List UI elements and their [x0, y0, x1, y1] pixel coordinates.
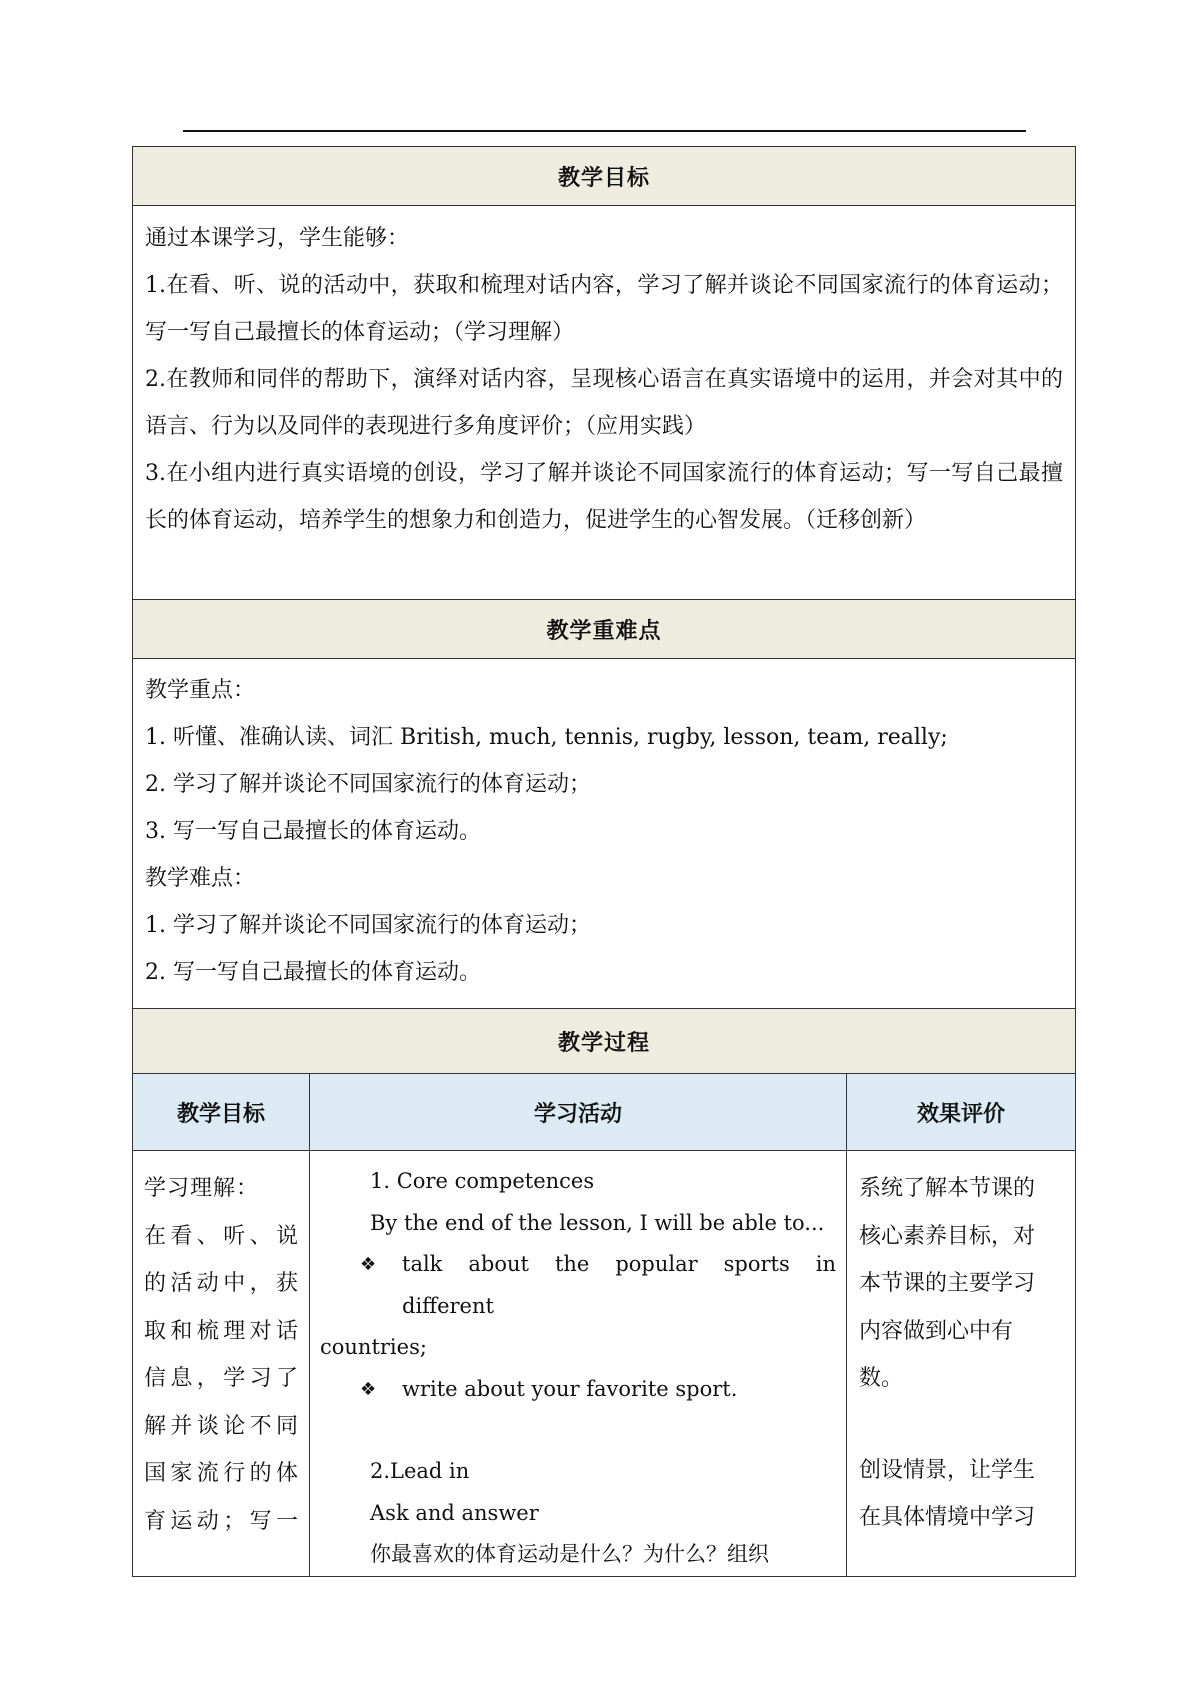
evaluation-line: 数。 — [859, 1366, 904, 1391]
goal-cell — [133, 1151, 310, 1577]
difficulty-item-2: 2. 写一写自己最擅长的体育运动。 — [145, 960, 481, 985]
goal-line: 的活动中，获 — [144, 1271, 299, 1296]
goal-line: 学习理解： — [144, 1176, 260, 1201]
bullet-text: talk about the popular sports in different — [402, 1252, 836, 1318]
bullet-item — [320, 1244, 836, 1327]
column-header-activity: 学习活动 — [310, 1074, 847, 1151]
bullet-item — [320, 1369, 836, 1411]
objective-item-2: 2.在教师和同伴的帮助下，演绎对话内容，呈现核心语言在真实语境中的运用，并会对其中的语言、行为以及同伴的表现进行多角度评价；（应用实践） — [145, 367, 1064, 439]
process-row — [133, 1151, 1076, 1577]
header-rule — [183, 130, 1026, 132]
process-title: 教学过程 — [133, 1009, 1076, 1074]
bullet-text-continued: countries; — [320, 1335, 427, 1359]
focus-item-2: 2. 学习了解并谈论不同国家流行的体育运动； — [145, 772, 591, 797]
objective-item-3: 3.在小组内进行真实语境的创设，学习了解并谈论不同国家流行的体育运动；写一写自己最擅长的体育运动，培养学生的想象力和创造力，促进学生的心智发展。（迁移创新） — [145, 461, 1064, 533]
evaluation-line: 核心素养目标，对 — [859, 1223, 1036, 1249]
goal-line: 取和梳理对话 — [144, 1318, 299, 1344]
key-points-body — [133, 659, 1076, 1009]
goal-line: 在看、听、说 — [144, 1223, 299, 1249]
diamond-bullet-icon: ❖ — [360, 1254, 377, 1275]
bullet-text: write about your favorite sport. — [402, 1376, 738, 1401]
lead-in-subtitle: Ask and answer — [370, 1500, 539, 1525]
core-competences-title: 1. Core competences — [370, 1169, 595, 1193]
difficulty-label: 教学难点： — [145, 866, 256, 891]
objectives-header-row — [133, 147, 1076, 206]
evaluation-cell — [847, 1151, 1076, 1577]
diamond-bullet-icon: ❖ — [360, 1378, 377, 1400]
objectives-body — [133, 206, 1076, 600]
objective-item-1: 1.在看、听、说的活动中，获取和梳理对话内容，学习了解并谈论不同国家流行的体育运动；写一写自己最擅长的体育运动；（学习理解） — [145, 273, 1064, 345]
difficulty-item-1: 1. 学习了解并谈论不同国家流行的体育运动； — [145, 913, 591, 938]
goal-line: 国家流行的体 — [144, 1461, 299, 1486]
process-column-header-row — [133, 1074, 1076, 1151]
goal-line: 信息，学习了 — [144, 1366, 299, 1391]
focus-item-3: 3. 写一写自己最擅长的体育运动。 — [145, 819, 481, 844]
key-points-body-row — [133, 659, 1076, 1009]
column-header-goal: 教学目标 — [133, 1074, 310, 1151]
objectives-title: 教学目标 — [133, 147, 1076, 206]
activity-cell — [310, 1151, 847, 1577]
objectives-body-row — [133, 206, 1076, 600]
key-points-header-row — [133, 600, 1076, 659]
focus-label: 教学重点： — [145, 678, 256, 703]
lead-in-question: 你最喜欢的体育运动是什么？为什么？组织 — [370, 1542, 769, 1566]
core-competences-intro: By the end of the lesson, I will be able to... — [370, 1210, 825, 1235]
goal-line: 育运动；写一 — [144, 1508, 299, 1534]
process-header-row — [133, 1009, 1076, 1074]
focus-item-1: 1. 听懂、准确认读、词汇 British, much, tennis, rugby, lesson, team, really; — [145, 725, 948, 750]
evaluation-line: 创设情景，让学生 — [859, 1457, 1036, 1483]
goal-line: 解并谈论不同 — [144, 1413, 299, 1439]
evaluation-line: 本节课的主要学习 — [859, 1271, 1036, 1296]
evaluation-line: 系统了解本节课的 — [859, 1176, 1036, 1201]
lesson-plan-table — [132, 146, 1076, 1577]
objectives-intro: 通过本课学习，学生能够： — [145, 226, 410, 251]
lead-in-title: 2.Lead in — [370, 1459, 470, 1483]
key-points-title: 教学重难点 — [133, 600, 1076, 659]
evaluation-line: 内容做到心中有 — [859, 1318, 1014, 1344]
evaluation-line: 在具体情境中学习 — [859, 1505, 1036, 1530]
column-header-evaluation: 效果评价 — [847, 1074, 1076, 1151]
